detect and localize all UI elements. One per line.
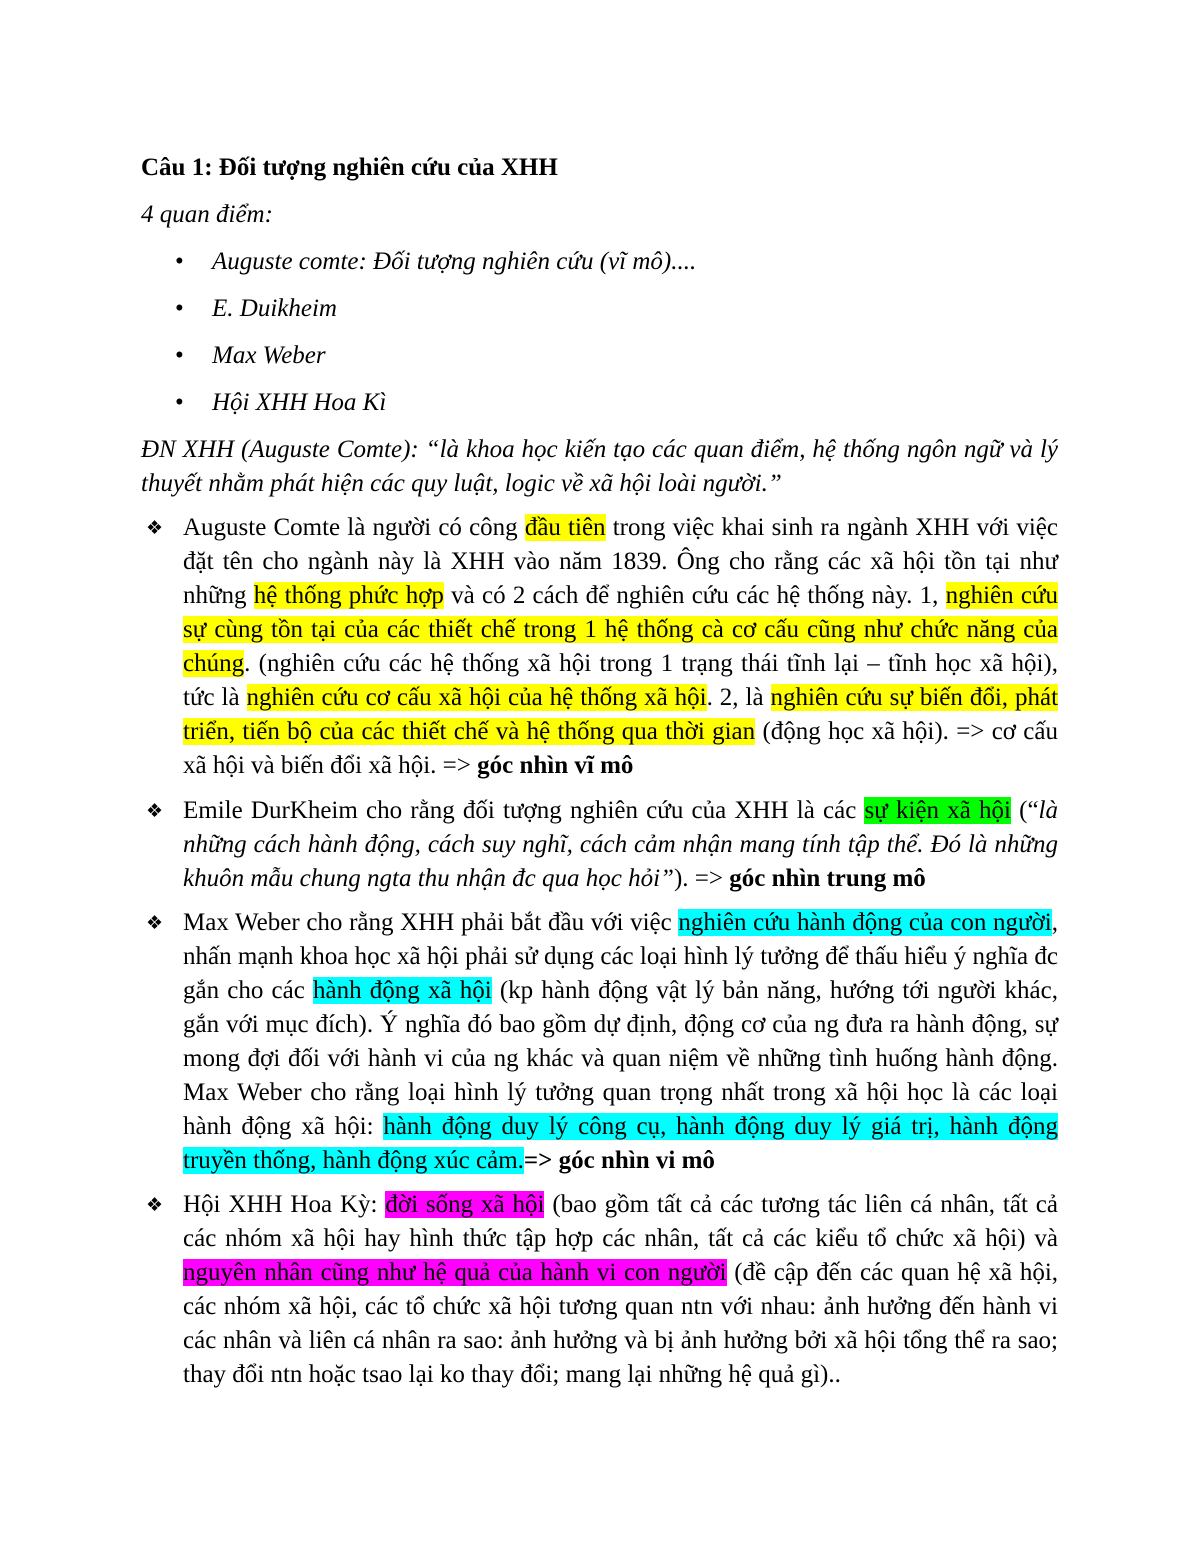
bullet-dot-icon: • [175,248,184,275]
comte-section [141,511,1058,783]
viewpoints-list [141,245,1058,420]
conclusion-meso: góc nhìn trung mô [729,865,926,892]
diamond-bullet-icon: ❖ [146,800,164,822]
highlight-social-life: đời sống xã hội [385,1191,545,1218]
highlight-structure-study: nghiên cứu cơ cấu xã hội của hệ thống xã hội [246,684,707,711]
viewpoint-text: E. Duikheim [212,295,337,322]
bullet-dot-icon: • [175,295,184,322]
text-run: Auguste Comte là người có công [183,514,525,541]
highlight-change-study: nghiên cứu sự biến đổi, phát triển, tiến bộ của các thiết chế và hệ thống qua thời gian [183,684,1059,745]
text-run: Max Weber cho rằng XHH phải bắt đầu với việc [183,909,679,936]
bullet-dot-icon: • [175,342,184,369]
highlight-human-action: nghiên cứu hành động của con người [678,909,1052,936]
document-content [141,151,1058,1402]
highlight-action-types: hành động duy lý công cụ, hành động duy lý giá trị, hành động truyền thống, hành động xúc cảm. [183,1113,1058,1174]
text-run: Emile DurKheim cho rằng đối tượng nghiên cứu của XHH là các [183,797,865,824]
viewpoint-item-asa [141,386,1058,420]
text-run: trong việc khai sinh ra ngành XHH với việc đặt tên cho ngành này là XHH vào năm 1839. Ông cho rằng các xã hội tồn tại như những [183,514,1058,609]
viewpoints-label: 4 quan điểm: [141,201,273,228]
viewpoint-text: Hội XHH Hoa Kì [212,389,387,416]
diamond-bullet-icon: ❖ [146,912,164,934]
highlight-causes-consequences: nguyên nhân cũng như hệ quả của hành vi con người [183,1259,727,1286]
viewpoint-text: Auguste comte: Đối tượng nghiên cứu (vĩ mô).... [212,248,697,275]
viewpoint-text: Max Weber [212,342,326,369]
highlight-first-founder: đầu tiên [524,514,606,541]
durkheim-section [141,794,1058,896]
text-run: (động học xã hội). => cơ cấu xã hội và biến đổi xã hội. => [183,718,1059,779]
bullet-dot-icon: • [175,389,184,416]
text-run: (đề cập đến các quan hệ xã hội, các nhóm xã hội, các tổ chức xã hội tương quan ntn với nhau: ảnh hưởng đến hành vi các nhân và liên cá nhân ra sao: ảnh hưởng và bị ảnh hưởng bởi xã hội tổng thể ra sao; thay đổi ntn hoặc tsao lại ko thay đổi; mang lại những hệ quả gì).. [183,1259,1059,1388]
viewpoint-item-comte [141,245,1058,279]
text-run: (kp hành động vật lý bản năng, hướng tới người khác, gắn với mục đích). Ý nghĩa đó bao gồm dự định, động cơ của ng đưa ra hành động, sự mong đợi đối với hành vi của ng khác và quan niệm về những tình huống hành động. Max Weber cho rằng loại hình lý tưởng quan trọng nhất trong xã hội học là các loại hành động xã hội: [183,977,1059,1140]
question-title: Câu 1: Đối tượng nghiên cứu của XHH [141,154,558,181]
asa-section [141,1188,1058,1392]
viewpoint-item-durkheim [141,292,1058,326]
text-run: . 2, là [706,684,771,711]
text-run: (“ [1010,797,1039,824]
text-run: . (nghiên cứu các hệ thống xã hội trong 1 trạng thái tĩnh lại – tĩnh học xã hội), tức là [183,650,1058,711]
text-run: và có 2 cách để nghiên cứu các hệ thống này. 1, [443,582,946,609]
social-facts-quote: là những cách hành động, cách suy nghĩ, cách cảm nhận mang tính tập thể. Đó là những khuôn mẫu chung ngta thu nhận đc qua học hỏi” [183,797,1058,892]
conclusion-micro: => góc nhìn vi mô [523,1147,715,1174]
text-run: (bao gồm tất cả các tương tác liên cá nhân, tất cả các nhóm xã hội hay hình thức tập hợp các nhân, tất cả các kiểu tổ chức xã hội) và [183,1191,1058,1252]
diamond-bullet-icon: ❖ [146,1194,164,1216]
highlight-coexistence-study: nghiên cứu sự cùng tồn tại của các thiết chế trong 1 hệ thống cà cơ cấu cũng như chức năng của chúng [183,582,1058,677]
comte-paragraph [183,511,1058,783]
text-run: Hội XHH Hoa Kỳ: [183,1191,386,1218]
conclusion-macro: góc nhìn vĩ mô [477,752,634,779]
highlight-complex-systems: hệ thống phức hợp [253,582,444,609]
weber-section [141,906,1058,1178]
diamond-bullet-icon: ❖ [146,517,164,539]
highlight-social-action: hành động xã hội [313,977,492,1004]
durkheim-paragraph [183,794,1058,896]
asa-paragraph [183,1188,1058,1392]
highlight-social-facts: sự kiện xã hội [864,797,1011,824]
viewpoint-item-weber [141,339,1058,373]
text-run: ). => [673,865,730,892]
sociology-definition: ĐN XHH (Auguste Comte): “là khoa học kiến tạo các quan điểm, hệ thống ngôn ngữ và lý thuyết nhằm phát hiện các quy luật, logic về xã hội loài người.” [141,436,1058,497]
weber-paragraph [183,906,1058,1178]
text-run: , nhấn mạnh khoa học xã hội phải sử dụng các loại hình lý tưởng để thấu hiểu ý nghĩa đc gắn cho các [183,909,1058,1004]
